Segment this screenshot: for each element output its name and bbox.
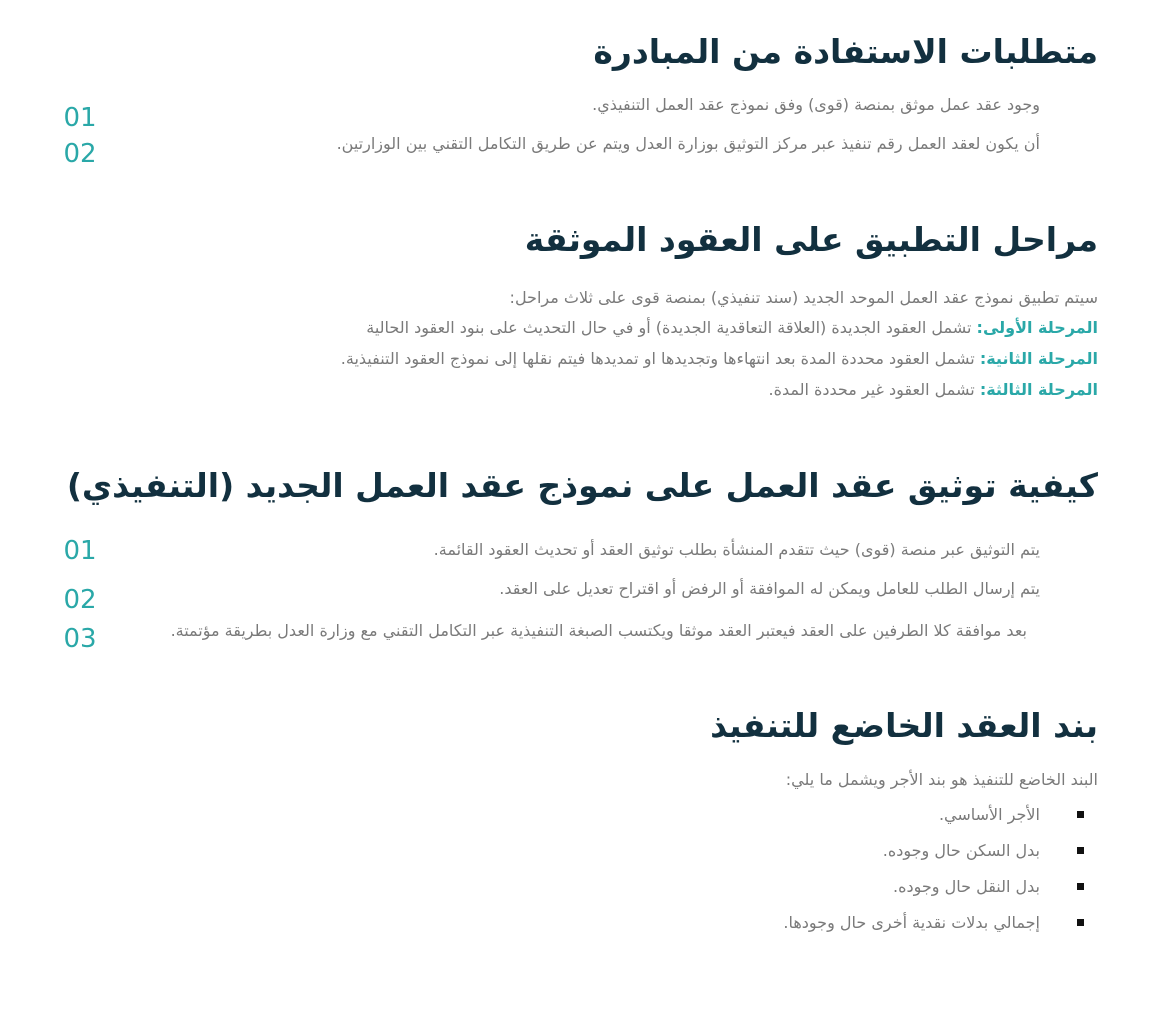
stage-item-1	[366, 313, 1098, 343]
stage-text: تشمل العقود محددة المدة بعد انتهاءها وتجديدها او تمديدها فيتم نقلها إلى نموذج العقود التنفيذية.	[340, 349, 975, 368]
square-bullet-icon	[1077, 847, 1084, 854]
clause-heading: بند العقد الخاضع للتنفيذ	[710, 706, 1098, 745]
item-number: 02	[63, 585, 97, 615]
item-number: 01	[63, 103, 97, 133]
square-bullet-icon	[1077, 883, 1084, 890]
item-number: 02	[63, 139, 97, 169]
item-number: 03	[63, 624, 97, 654]
bullet-text: إجمالي بدلات نقدية أخرى حال وجودها.	[783, 913, 1040, 932]
square-bullet-icon	[1077, 811, 1084, 818]
how-item-2	[0, 579, 1170, 618]
item-text: وجود عقد عمل موثق بمنصة (قوى) وفق نموذج عقد العمل التنفيذي.	[592, 95, 1040, 114]
item-text: بعد موافقة كلا الطرفين على العقد فيعتبر العقد موثقا ويكتسب الصبغة التنفيذية عبر التكامل التقني مع وزارة العدل بطريقة مؤتمتة.	[170, 621, 1027, 640]
stage-item-3	[768, 375, 1098, 405]
item-text: يتم إرسال الطلب للعامل ويمكن له الموافقة أو الرفض أو اقتراح تعديل على العقد.	[499, 579, 1040, 598]
bullet-text: بدل النقل حال وجوده.	[893, 877, 1040, 896]
bullet-text: الأجر الأساسي.	[938, 805, 1040, 824]
clause-intro: البند الخاضع للتنفيذ هو بند الأجر ويشمل ما يلي:	[785, 770, 1098, 789]
clause-bullet-3	[84, 872, 1084, 902]
requirements-heading: متطلبات الاستفادة من المبادرة	[593, 32, 1098, 71]
how-item-3	[0, 621, 1170, 657]
clause-bullet-4	[84, 908, 1084, 938]
requirements-item-2	[0, 136, 1170, 172]
stage-label: المرحلة الثالثة:	[979, 380, 1098, 399]
clause-bullet-2	[84, 836, 1084, 866]
how-item-1	[0, 533, 1170, 569]
stages-heading: مراحل التطبيق على العقود الموثقة	[524, 220, 1098, 259]
stage-label: المرحلة الثانية:	[979, 349, 1098, 368]
item-number: 01	[63, 536, 97, 566]
stages-intro: سيتم تطبيق نموذج عقد العمل الموحد الجديد (سند تنفيذي) بمنصة قوى على ثلاث مراحل:	[509, 288, 1098, 307]
stage-text: تشمل العقود غير محددة المدة.	[768, 380, 975, 399]
item-text: أن يكون لعقد العمل رقم تنفيذ عبر مركز التوثيق بوزارة العدل ويتم عن طريق التكامل التقني بين الوزارتين.	[336, 134, 1040, 153]
stage-label: المرحلة الأولى:	[976, 318, 1098, 337]
square-bullet-icon	[1077, 919, 1084, 926]
clause-bullet-1	[84, 800, 1084, 830]
how-heading: كيفية توثيق عقد العمل على نموذج عقد العمل الجديد (التنفيذي)	[66, 466, 1098, 505]
stage-item-2	[341, 344, 1098, 374]
item-text: يتم التوثيق عبر منصة (قوى) حيث تتقدم المنشأة بطلب توثيق العقد أو تحديث العقود القائمة.	[433, 540, 1040, 559]
stage-text: تشمل العقود الجديدة (العلاقة التعاقدية الجديدة) أو في حال التحديث على بنود العقود الحالية	[366, 318, 972, 337]
bullet-text: بدل السكن حال وجوده.	[882, 841, 1040, 860]
